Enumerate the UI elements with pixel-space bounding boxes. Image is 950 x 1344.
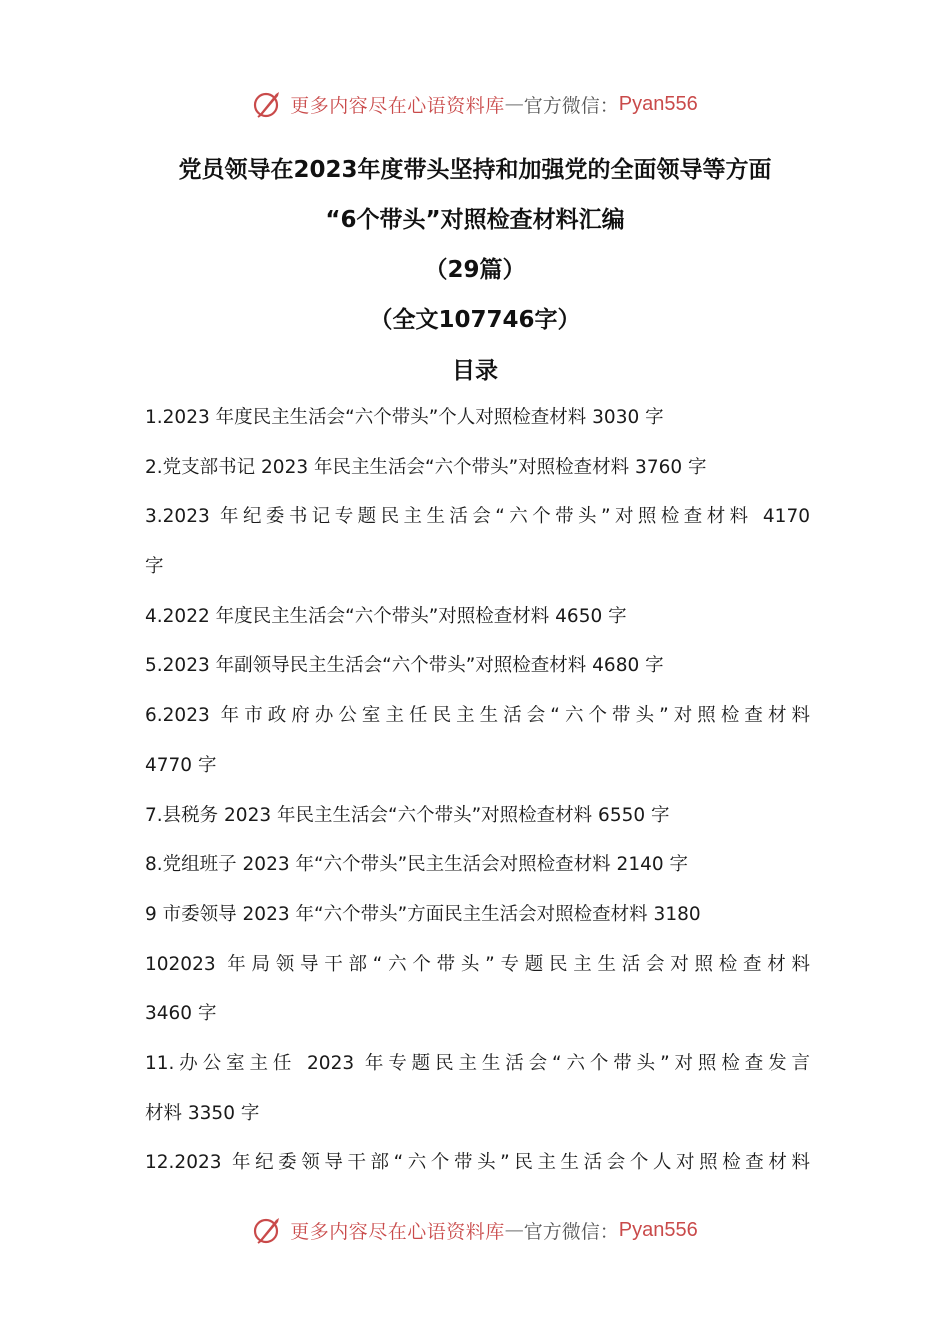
toc-line: 2.党支部书记 2023 年民主生活会“六个带头”对照检查材料 3760 字 — [145, 456, 707, 478]
toc-line: 材料 3350 字 — [145, 1102, 260, 1124]
toc-line: 1.2023 年度民主生活会“六个带头”个人对照检查材料 3030 字 — [145, 407, 664, 428]
watermark-wechat-id: Pyan556 — [618, 92, 698, 115]
header-watermark — [0, 86, 950, 122]
toc-line: 3.2023 年纪委书记专题民主生活会“六个带头”对照检查材料 4170 — [145, 506, 810, 528]
toc-line: 3460 字 — [145, 1003, 217, 1025]
document-title-line-2: “6个带头”对照检查材料汇编 — [325, 207, 625, 233]
toc-line: 102023 年局领导干部“六个带头”专题民主生活会对照检查材料 — [145, 953, 810, 975]
footer-watermark — [0, 1212, 950, 1248]
toc-line: 字 — [145, 556, 164, 578]
document-word-total: （全文107746字） — [369, 307, 581, 333]
toc-line: 7.县税务 2023 年民主生活会“六个带头”对照检查材料 6550 字 — [145, 804, 670, 826]
watermark-brand-text: 更多内容尽在心语资料库 — [290, 94, 505, 117]
quill-pen-logo-icon — [252, 1214, 284, 1246]
toc-line: 11.办公室主任 2023 年专题民主生活会“六个带头”对照检查发言 — [145, 1052, 810, 1074]
toc-line: 4770 字 — [145, 754, 217, 776]
toc-line: 8.党组班子 2023 年“六个带头”民主生活会对照检查材料 2140 字 — [145, 854, 689, 876]
quill-pen-logo-icon — [252, 88, 284, 120]
document-title-line-1: 党员领导在2023年度带头坚持和加强党的全面领导等方面 — [178, 157, 772, 183]
toc-line: 9 市委领导 2023 年“六个带头”方面民主生活会对照检查材料 3180 — [145, 903, 701, 925]
toc-line: 4.2022 年度民主生活会“六个带头”对照检查材料 4650 字 — [145, 605, 627, 627]
toc-line: 12.2023 年纪委领导干部“六个带头”民主生活会个人对照检查材料 — [145, 1152, 810, 1174]
table-of-contents — [145, 400, 810, 1195]
watermark-label: 官方微信： — [523, 1220, 619, 1243]
watermark-dash: — — [504, 1219, 524, 1241]
toc-heading: 目录 — [452, 358, 498, 384]
watermark-label: 官方微信： — [523, 94, 619, 117]
document-article-count: （29篇） — [424, 257, 526, 283]
watermark-brand-text: 更多内容尽在心语资料库 — [290, 1220, 505, 1243]
toc-line: 5.2023 年副领导民主生活会“六个带头”对照检查材料 4680 字 — [145, 655, 664, 677]
watermark-dash: — — [504, 93, 524, 115]
watermark-wechat-id: Pyan556 — [618, 1218, 698, 1241]
toc-line: 6.2023 年市政府办公室主任民主生活会“六个带头”对照检查材料 — [145, 705, 810, 727]
